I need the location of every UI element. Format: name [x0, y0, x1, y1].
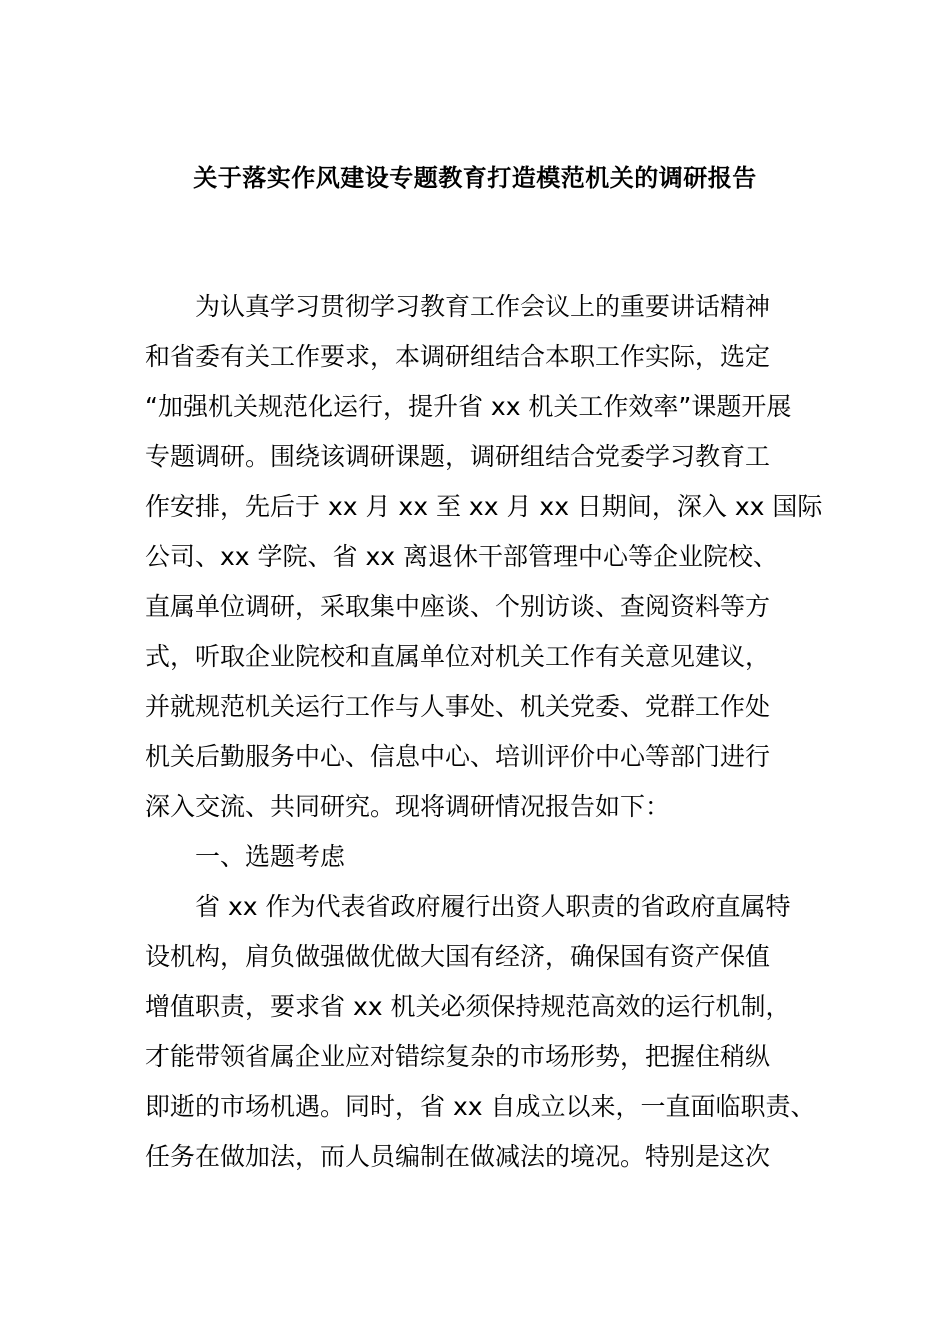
paragraph-line: 任务在做加法，而人员编制在做减法的境况。特别是这次 [145, 1142, 771, 1171]
paragraph-line: 为认真学习贯彻学习教育工作会议上的重要讲话精神 [195, 292, 771, 321]
paragraph-line: 并就规范机关运行工作与人事处、机关党委、党群工作处 [145, 692, 771, 721]
document-body [145, 282, 825, 1182]
paragraph-line: 设机构，肩负做强做优做大国有经济，确保国有资产保值 [145, 942, 771, 971]
paragraph-line: 深入交流、共同研究。现将调研情况报告如下： [145, 792, 671, 821]
paragraph-line: 和省委有关工作要求，本调研组结合本职工作实际，选定 [145, 342, 771, 371]
paragraph-line: 式，听取企业院校和直属单位对机关工作有关意见建议， [145, 642, 771, 671]
paragraph-line: 专题调研。围绕该调研课题，调研组结合党委学习教育工 [145, 442, 771, 471]
document-title: 关于落实作风建设专题教育打造模范机关的调研报告 [193, 164, 757, 192]
paragraph-line: 增值职责，要求省 xx 机关必须保持规范高效的运行机制， [145, 992, 791, 1021]
paragraph-line: 直属单位调研，采取集中座谈、个别访谈、查阅资料等方 [145, 592, 771, 621]
paragraph-line: 即逝的市场机遇。同时，省 xx 自成立以来，一直面临职责、 [145, 1092, 816, 1121]
paragraph-line: 公司、xx 学院、省 xx 离退休干部管理中心等企业院校、 [145, 542, 779, 571]
section-heading: 一、选题考虑 [195, 842, 346, 871]
paragraph-line: “加强机关规范化运行，提升省 xx 机关工作效率”课题开展 [145, 392, 792, 421]
paragraph-line: 作安排，先后于 xx 月 xx 至 xx 月 xx 日期间，深入 xx 国际 [145, 492, 823, 521]
paragraph-line: 机关后勤服务中心、信息中心、培训评价中心等部门进行 [145, 742, 771, 771]
paragraph-line: 才能带领省属企业应对错综复杂的市场形势，把握住稍纵 [145, 1042, 771, 1071]
paragraph-line: 省 xx 作为代表省政府履行出资人职责的省政府直属特 [195, 892, 791, 921]
